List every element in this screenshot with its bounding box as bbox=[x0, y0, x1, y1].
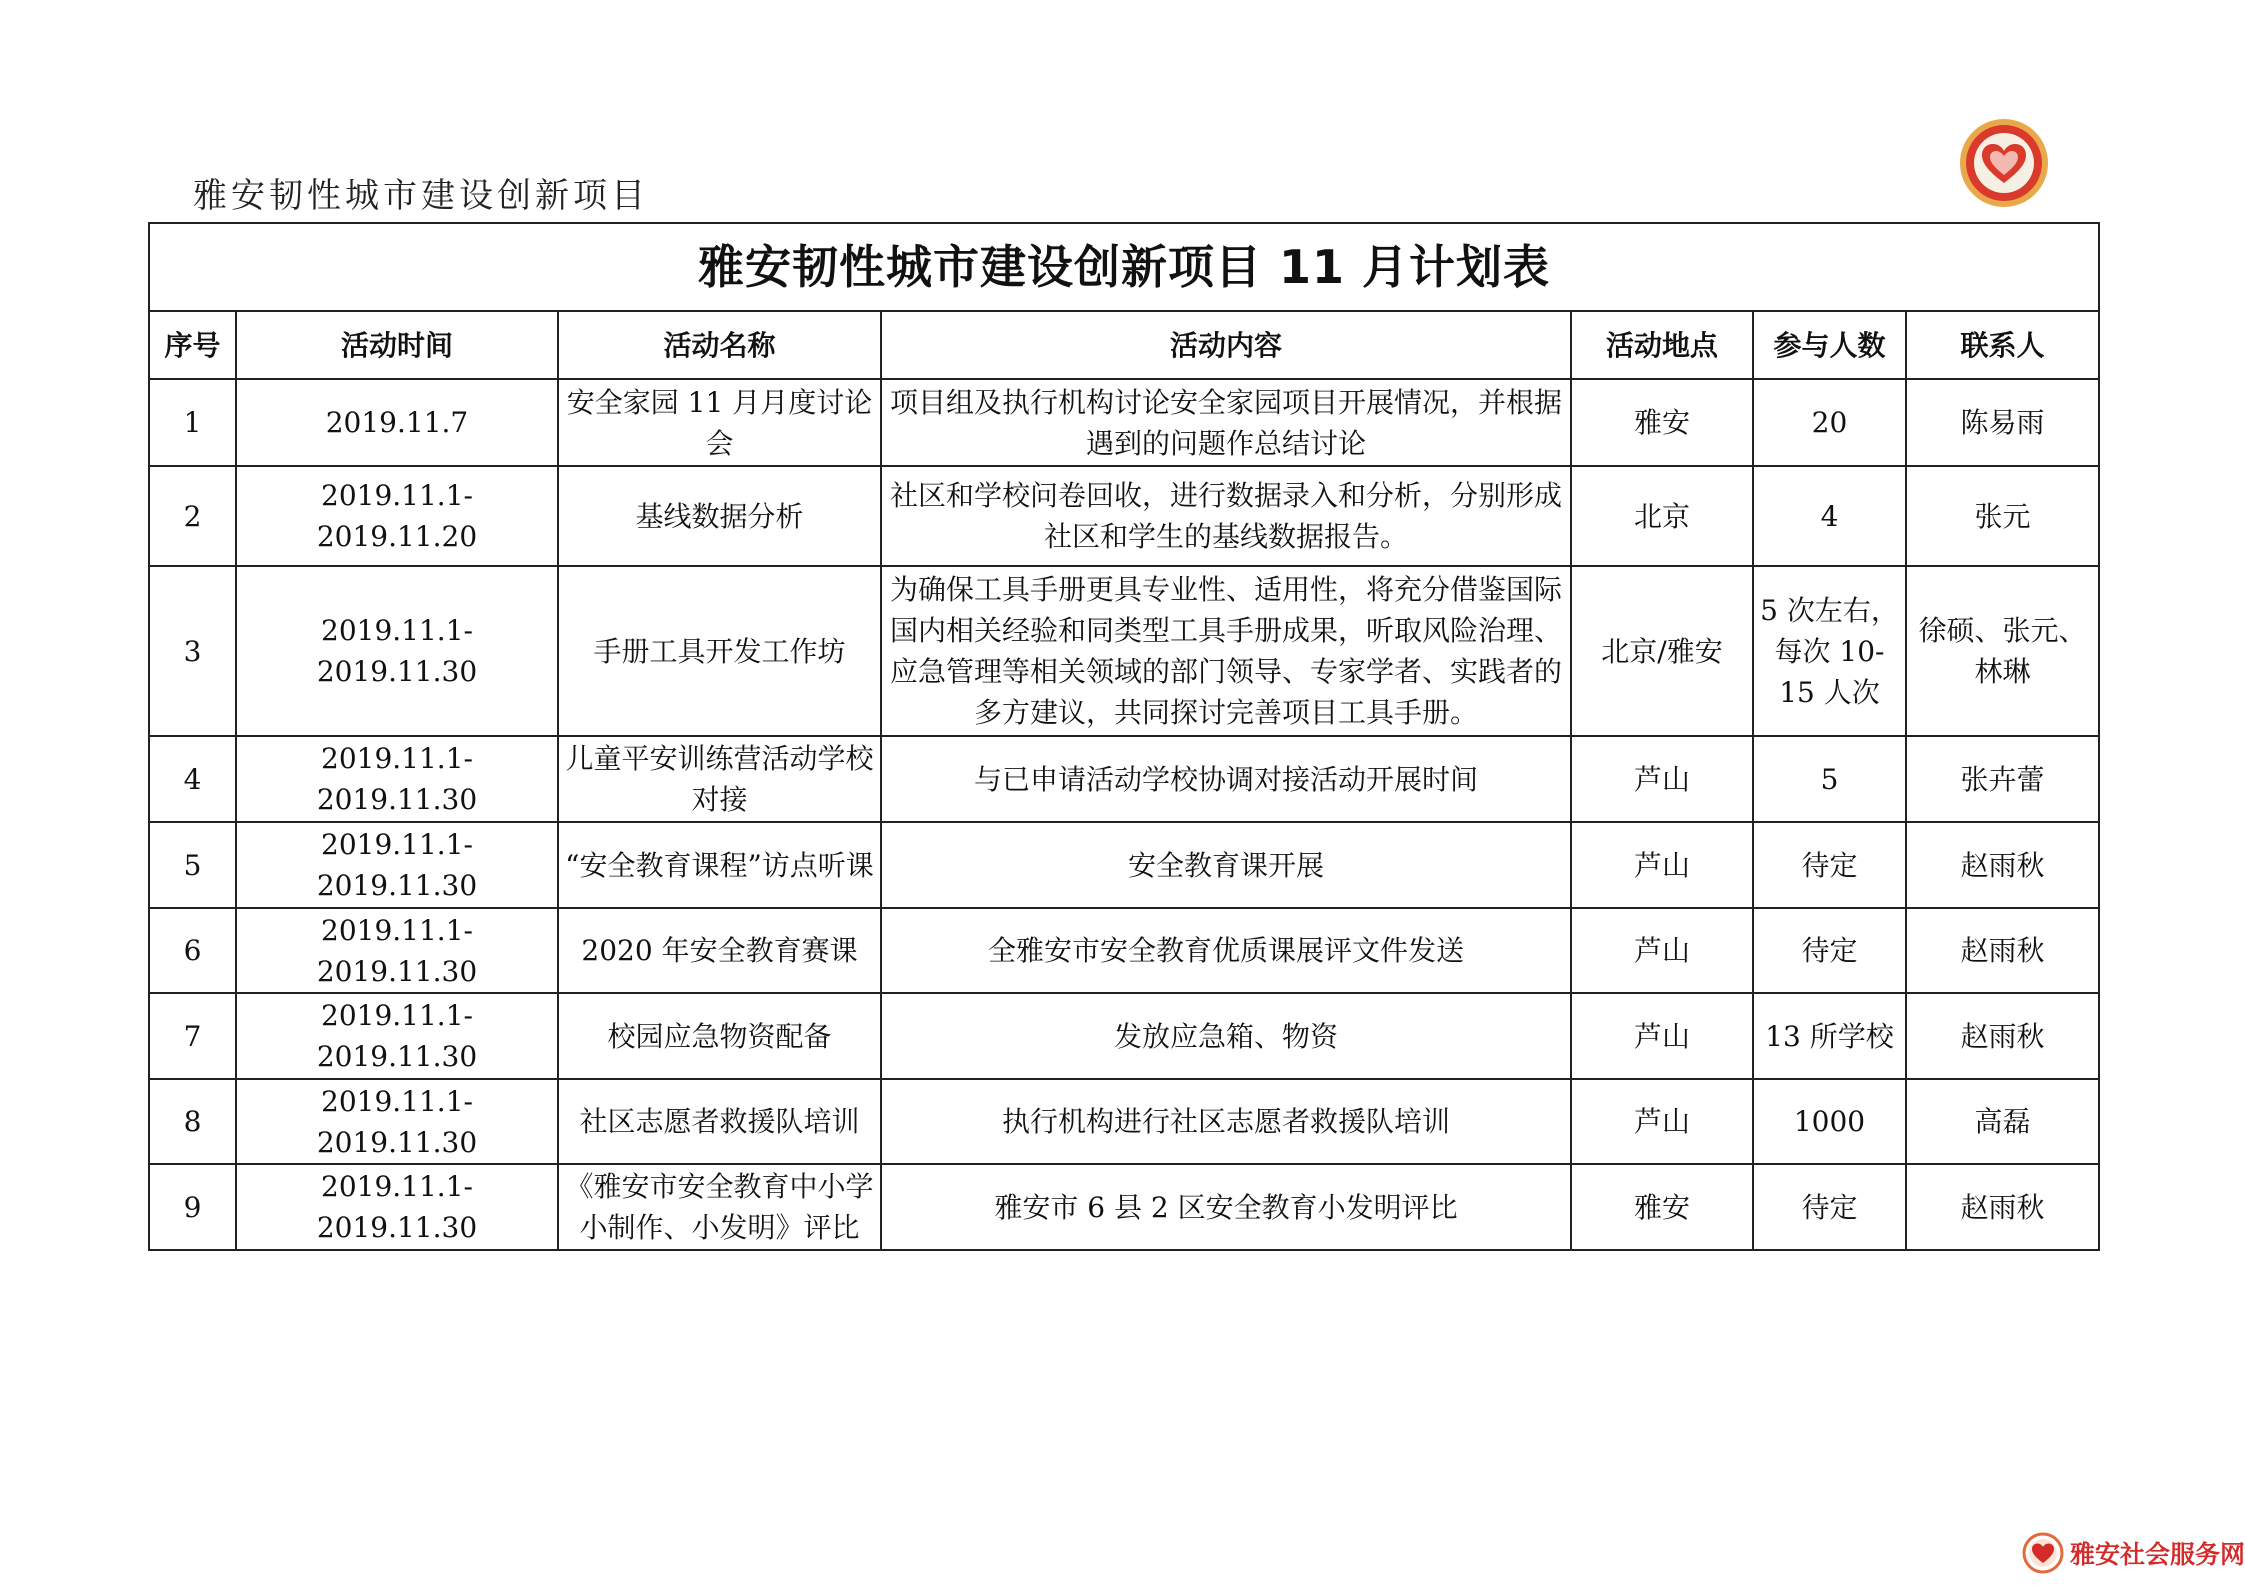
cell-no: 5 bbox=[149, 822, 236, 908]
column-header-count: 参与人数 bbox=[1753, 311, 1906, 379]
cell-count: 4 bbox=[1753, 466, 1906, 566]
cell-count: 待定 bbox=[1753, 908, 1906, 993]
cell-contact: 张卉蕾 bbox=[1906, 736, 2099, 822]
cell-place: 芦山 bbox=[1571, 1079, 1753, 1164]
table-row bbox=[149, 908, 2099, 993]
plan-table bbox=[148, 222, 2100, 1251]
document-header: 雅安韧性城市建设创新项目 bbox=[193, 176, 649, 216]
column-header-name: 活动名称 bbox=[558, 311, 881, 379]
cell-content: 执行机构进行社区志愿者救援队培训 bbox=[881, 1079, 1571, 1164]
table-row bbox=[149, 1079, 2099, 1164]
heart-logo-icon bbox=[1958, 117, 2050, 209]
cell-content: 项目组及执行机构讨论安全家园项目开展情况，并根据遇到的问题作总结讨论 bbox=[881, 379, 1571, 466]
cell-time: 2019.11.1-2019.11.30 bbox=[236, 1164, 558, 1250]
cell-contact: 赵雨秋 bbox=[1906, 1164, 2099, 1250]
table-row bbox=[149, 993, 2099, 1079]
cell-count: 13 所学校 bbox=[1753, 993, 1906, 1079]
cell-contact: 赵雨秋 bbox=[1906, 908, 2099, 993]
cell-count: 5 次左右，每次 10-15 人次 bbox=[1753, 566, 1906, 736]
table-row bbox=[149, 822, 2099, 908]
cell-no: 9 bbox=[149, 1164, 236, 1250]
cell-name: 《雅安市安全教育中小学小制作、小发明》评比 bbox=[558, 1164, 881, 1250]
table-row bbox=[149, 566, 2099, 736]
cell-name: 2020 年安全教育赛课 bbox=[558, 908, 881, 993]
cell-name: 基线数据分析 bbox=[558, 466, 881, 566]
cell-content: 安全教育课开展 bbox=[881, 822, 1571, 908]
cell-place: 北京 bbox=[1571, 466, 1753, 566]
cell-name: “安全教育课程”访点听课 bbox=[558, 822, 881, 908]
cell-place: 雅安 bbox=[1571, 379, 1753, 466]
watermark bbox=[2022, 1532, 2245, 1574]
table-row bbox=[149, 1164, 2099, 1250]
cell-time: 2019.11.1-2019.11.30 bbox=[236, 822, 558, 908]
column-header-place: 活动地点 bbox=[1571, 311, 1753, 379]
cell-count: 待定 bbox=[1753, 822, 1906, 908]
cell-contact: 张元 bbox=[1906, 466, 2099, 566]
cell-contact: 陈易雨 bbox=[1906, 379, 2099, 466]
cell-no: 2 bbox=[149, 466, 236, 566]
table-row bbox=[149, 736, 2099, 822]
cell-content: 发放应急箱、物资 bbox=[881, 993, 1571, 1079]
cell-time: 2019.11.1-2019.11.30 bbox=[236, 1079, 558, 1164]
cell-time: 2019.11.1-2019.11.30 bbox=[236, 736, 558, 822]
cell-no: 8 bbox=[149, 1079, 236, 1164]
cell-no: 1 bbox=[149, 379, 236, 466]
column-header-contact: 联系人 bbox=[1906, 311, 2099, 379]
cell-count: 待定 bbox=[1753, 1164, 1906, 1250]
heart-badge-icon bbox=[2022, 1532, 2064, 1574]
cell-time: 2019.11.1-2019.11.20 bbox=[236, 466, 558, 566]
cell-contact: 高磊 bbox=[1906, 1079, 2099, 1164]
cell-count: 5 bbox=[1753, 736, 1906, 822]
cell-content: 雅安市 6 县 2 区安全教育小发明评比 bbox=[881, 1164, 1571, 1250]
cell-no: 6 bbox=[149, 908, 236, 993]
cell-time: 2019.11.1-2019.11.30 bbox=[236, 566, 558, 736]
cell-time: 2019.11.1-2019.11.30 bbox=[236, 993, 558, 1079]
cell-content: 为确保工具手册更具专业性、适用性，将充分借鉴国际国内相关经验和同类型工具手册成果，听取风险治理、应急管理等相关领域的部门领导、专家学者、实践者的多方建议，共同探讨完善项目工具手册。 bbox=[881, 566, 1571, 736]
cell-time: 2019.11.1-2019.11.30 bbox=[236, 908, 558, 993]
cell-name: 儿童平安训练营活动学校对接 bbox=[558, 736, 881, 822]
cell-place: 雅安 bbox=[1571, 1164, 1753, 1250]
cell-place: 芦山 bbox=[1571, 822, 1753, 908]
cell-contact: 徐硕、张元、林琳 bbox=[1906, 566, 2099, 736]
cell-place: 芦山 bbox=[1571, 993, 1753, 1079]
cell-no: 4 bbox=[149, 736, 236, 822]
cell-name: 社区志愿者救援队培训 bbox=[558, 1079, 881, 1164]
column-header-content: 活动内容 bbox=[881, 311, 1571, 379]
cell-place: 北京/雅安 bbox=[1571, 566, 1753, 736]
cell-no: 3 bbox=[149, 566, 236, 736]
cell-content: 社区和学校问卷回收，进行数据录入和分析，分别形成社区和学生的基线数据报告。 bbox=[881, 466, 1571, 566]
cell-time: 2019.11.7 bbox=[236, 379, 558, 466]
column-header-time: 活动时间 bbox=[236, 311, 558, 379]
cell-contact: 赵雨秋 bbox=[1906, 993, 2099, 1079]
table-row bbox=[149, 466, 2099, 566]
cell-place: 芦山 bbox=[1571, 908, 1753, 993]
cell-content: 与已申请活动学校协调对接活动开展时间 bbox=[881, 736, 1571, 822]
cell-count: 1000 bbox=[1753, 1079, 1906, 1164]
cell-name: 安全家园 11 月月度讨论会 bbox=[558, 379, 881, 466]
cell-place: 芦山 bbox=[1571, 736, 1753, 822]
cell-count: 20 bbox=[1753, 379, 1906, 466]
cell-name: 手册工具开发工作坊 bbox=[558, 566, 881, 736]
cell-contact: 赵雨秋 bbox=[1906, 822, 2099, 908]
table-row bbox=[149, 379, 2099, 466]
table-title: 雅安韧性城市建设创新项目 11 月计划表 bbox=[149, 223, 2099, 311]
column-header-no: 序号 bbox=[149, 311, 236, 379]
cell-name: 校园应急物资配备 bbox=[558, 993, 881, 1079]
cell-content: 全雅安市安全教育优质课展评文件发送 bbox=[881, 908, 1571, 993]
watermark-text: 雅安社会服务网 bbox=[2070, 1540, 2245, 1569]
cell-no: 7 bbox=[149, 993, 236, 1079]
